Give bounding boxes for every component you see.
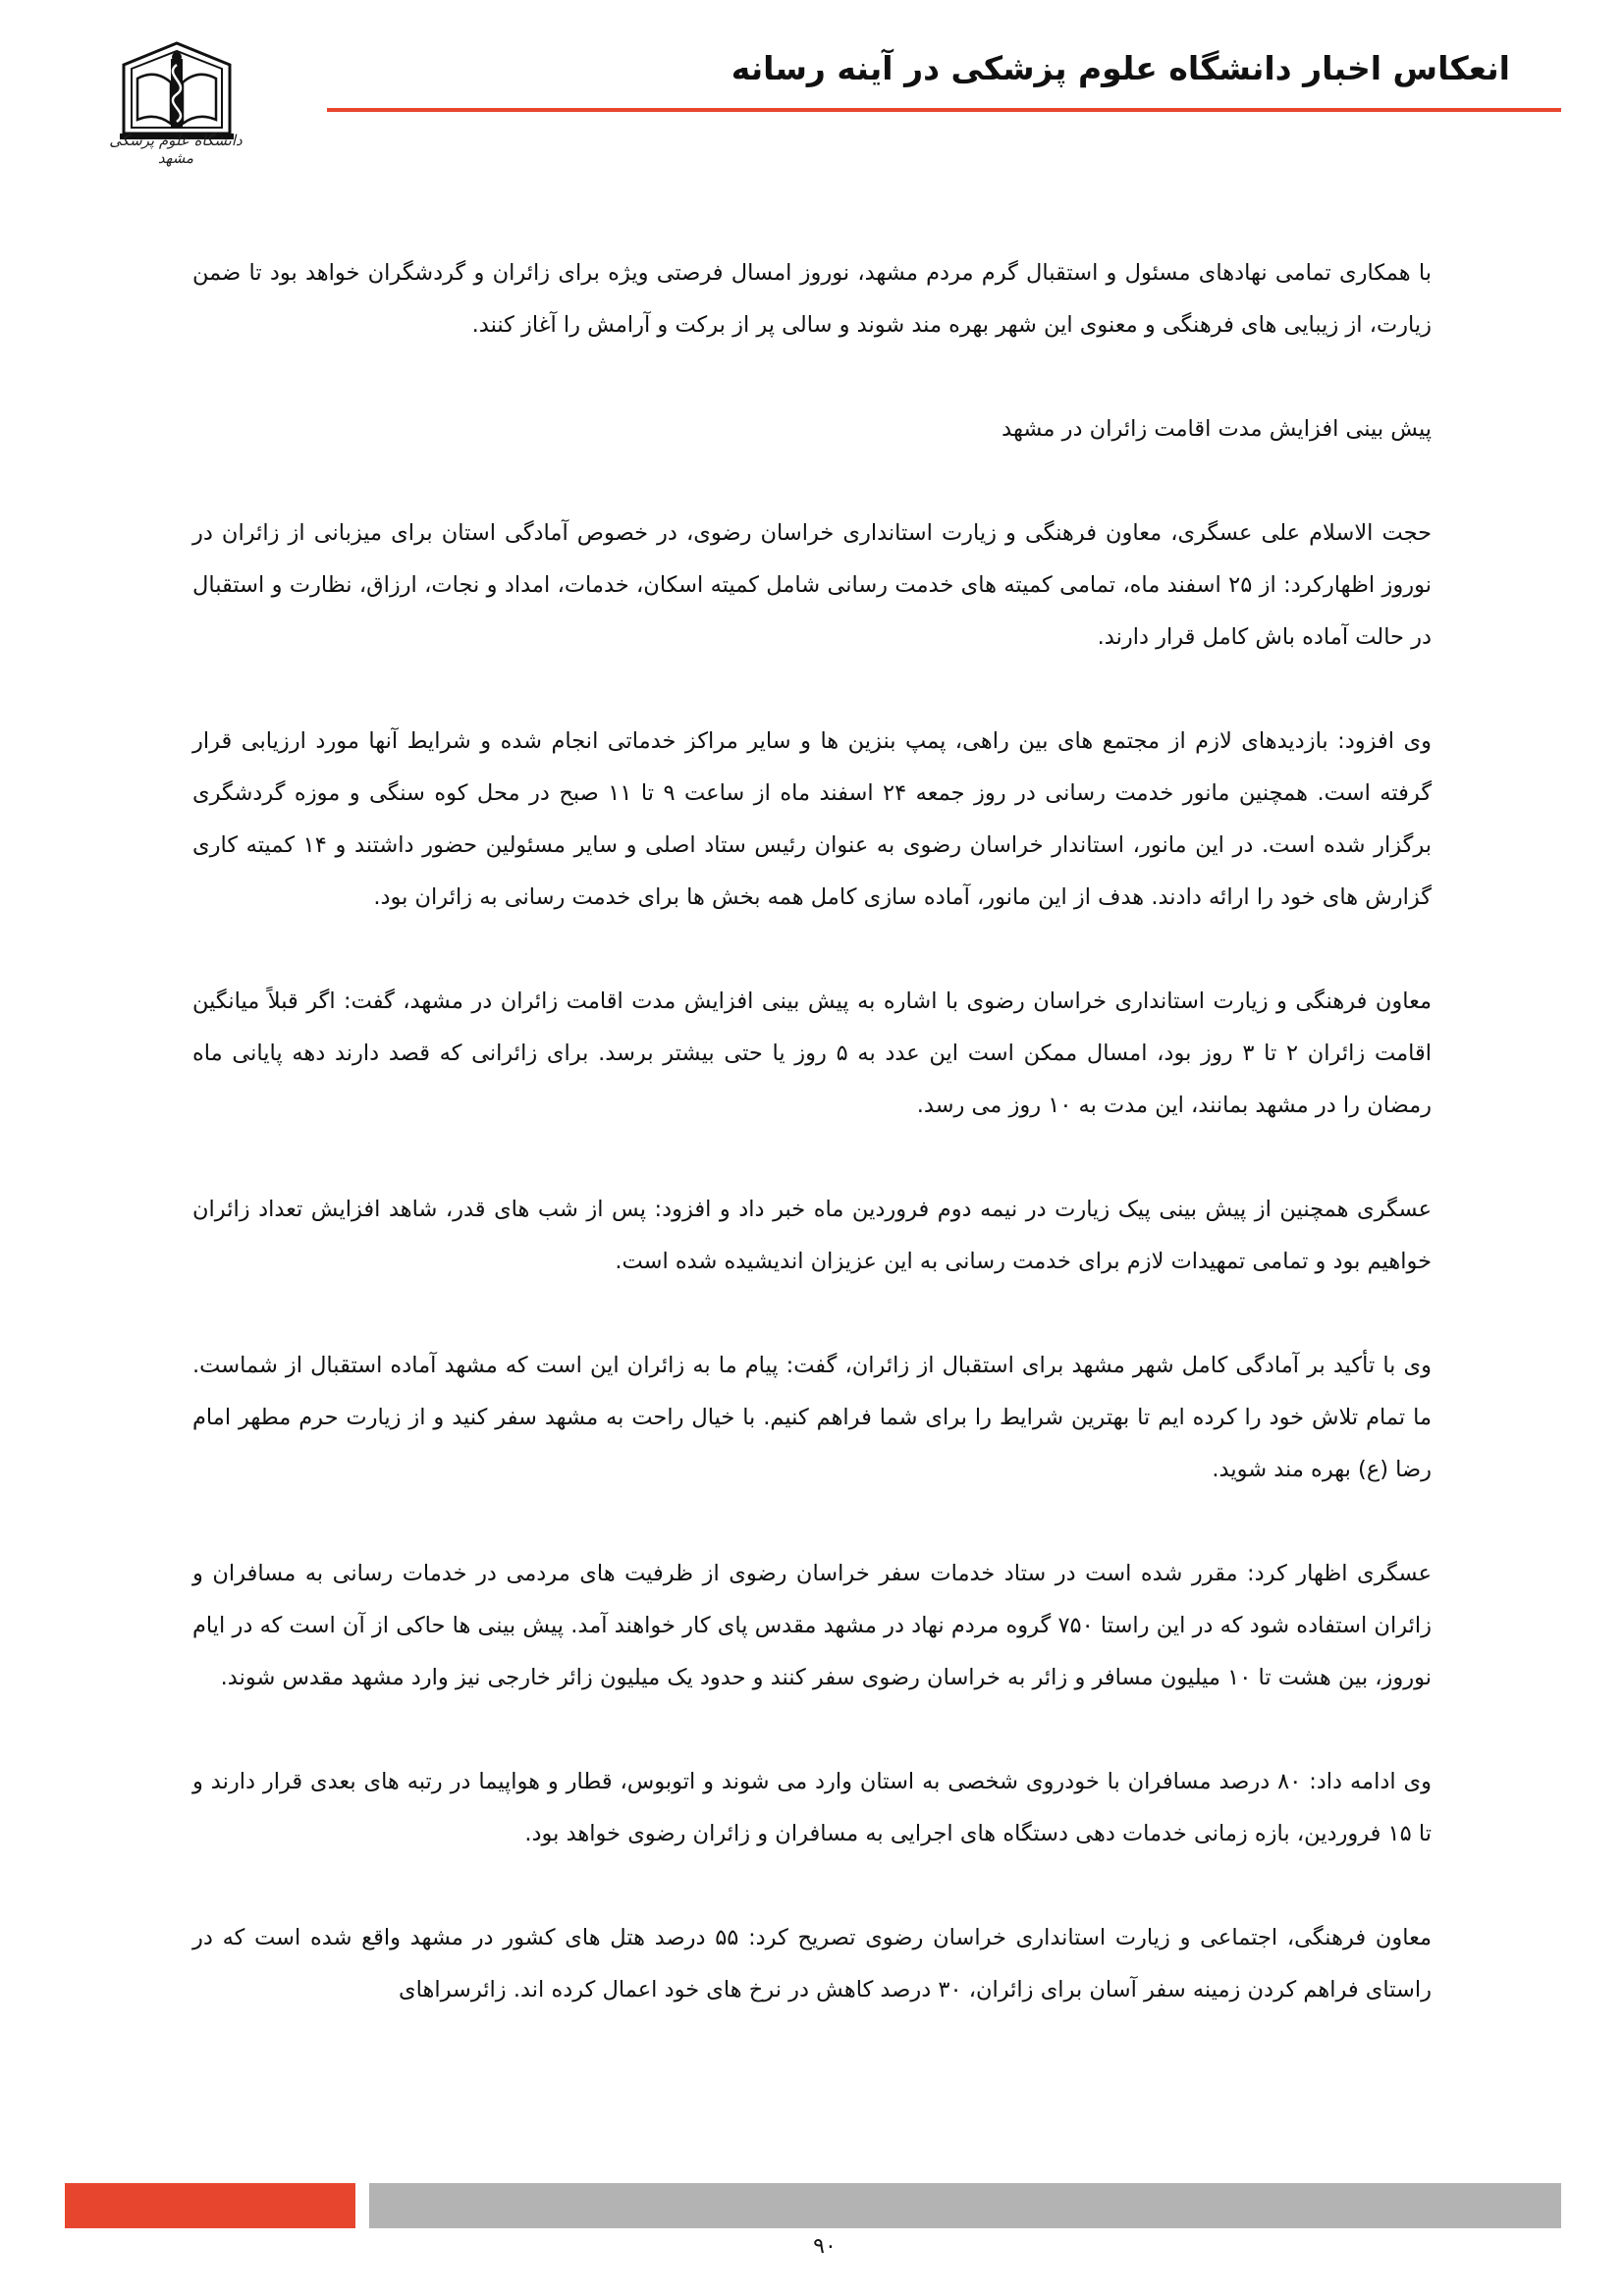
paragraph: با همکاری تمامی نهادهای مسئول و استقبال گرم مردم مشهد، نوروز امسال فرصتی ویژه برای زائران و گردشگران خواهد بود تا ضمن زیارت، از زیبایی های فرهنگی و معنوی این شهر بهره مند شوند و سالی پر از برکت و آرامش را آغاز کنند. xyxy=(192,260,1432,338)
paragraph: حجت الاسلام علی عسگری، معاون فرهنگی و زیارت استانداری خراسان رضوی، در خصوص آمادگی استان برای میزبانی از زائران در نوروز اظهارکرد: از ۲۵ اسفند ماه، تمامی کمیته های خدمت رسانی شامل کمیته اسکان، خدمات، امداد و نجات، ارزاق، نظارت و استقبال در حالت آماده باش کامل قرار دارند. xyxy=(192,520,1432,650)
paragraph: معاون فرهنگی و زیارت استانداری خراسان رضوی با اشاره به پیش بینی افزایش مدت اقامت زائران در مشهد، گفت: اگر قبلاً میانگین اقامت زائران ۲ تا ۳ روز بود، امسال ممکن است این عدد به ۵ روز یا حتی بیشتر برسد. برای زائرانی که قصد دارند دهه پایانی ماه رمضان را در مشهد بمانند، این مدت به ۱۰ روز می رسد. xyxy=(192,988,1432,1118)
section-heading: پیش بینی افزایش مدت اقامت زائران در مشهد xyxy=(1001,416,1432,442)
paragraph: عسگری اظهار کرد: مقرر شده است در ستاد خدمات سفر خراسان رضوی از ظرفیت های مردمی در خدمات رسانی به مسافران و زائران استفاده شود که در این راستا ۷۵۰ گروه مردم نهاد در مشهد مقدس پای کار خواهند آمد. پیش بینی ها حاکی از آن است که در ایام نوروز، بین هشت تا ۱۰ میلیون مسافر و زائر به خراسان رضوی سفر کنند و حدود یک میلیون زائر خارجی نیز وارد مشهد مقدس شوند. xyxy=(192,1561,1432,1690)
page-title: انعکاس اخبار دانشگاه علوم پزشکی در آینه رسانه xyxy=(731,49,1510,87)
paragraph: عسگری همچنین از پیش بینی پیک زیارت در نیمه دوم فروردین ماه خبر داد و افزود: پس از شب های قدر، شاهد افزایش تعداد زائران خواهیم بود و تمامی تمهیدات لازم برای خدمت رسانی به این عزیزان اندیشیده شده است. xyxy=(192,1197,1432,1274)
header-divider xyxy=(327,108,1561,112)
page-number: ۹۰ xyxy=(813,2234,837,2259)
paragraph: وی افزود: بازدیدهای لازم از مجتمع های بین راهی، پمپ بنزین ها و سایر مراکز خدماتی انجام شده و شرایط آنها مورد ارزیابی قرار گرفته است. همچنین مانور خدمت رسانی در روز جمعه ۲۴ اسفند ماه از ساعت ۹ تا ۱۱ صبح در محل کوه سنگی و موزه گردشگری برگزار شده است. در این مانور، استاندار خراسان رضوی به عنوان رئیس ستاد اصلی و سایر مسئولین حضور داشتند و ۱۴ کمیته کاری گزارش های خود را ارائه دادند. هدف از این مانور، آماده سازی کامل همه بخش ها برای خدمت رسانی به زائران بود. xyxy=(192,728,1433,910)
paragraph: وی ادامه داد: ۸۰ درصد مسافران با خودروی شخصی به استان وارد می شوند و اتوبوس، قطار و هواپیما در رتبه های بعدی قرار دارند و تا ۱۵ فروردین، بازه زمانی خدمات دهی دستگاه های اجرایی به مسافران و زائران رضوی خواهد بود. xyxy=(192,1769,1432,1846)
footer-accent-bar xyxy=(65,2183,355,2228)
paragraph: معاون فرهنگی، اجتماعی و زیارت استانداری خراسان رضوی تصریح کرد: ۵۵ درصد هتل های کشور در مشهد واقع شده است که در راستای فراهم کردن زمینه سفر آسان برای زائران، ۳۰ درصد کاهش در نرخ های خود اعمال کرده اند. زائرسراهای xyxy=(192,1925,1432,2002)
paragraph: وی با تأکید بر آمادگی کامل شهر مشهد برای استقبال از زائران، گفت: پیام ما به زائران این است که مشهد آماده استقبال از شماست. ما تمام تلاش خود را کرده ایم تا بهترین شرایط را برای شما فراهم کنیم. با خیال راحت به مشهد سفر کنید و از زیارت حرم مطهر امام رضا (ع) بهره مند شوید. xyxy=(192,1353,1432,1482)
footer-gray-bar xyxy=(369,2183,1561,2228)
article-body xyxy=(192,247,1432,2059)
logo-caption: دانشگاه علوم پزشکی مشهد xyxy=(109,132,243,167)
